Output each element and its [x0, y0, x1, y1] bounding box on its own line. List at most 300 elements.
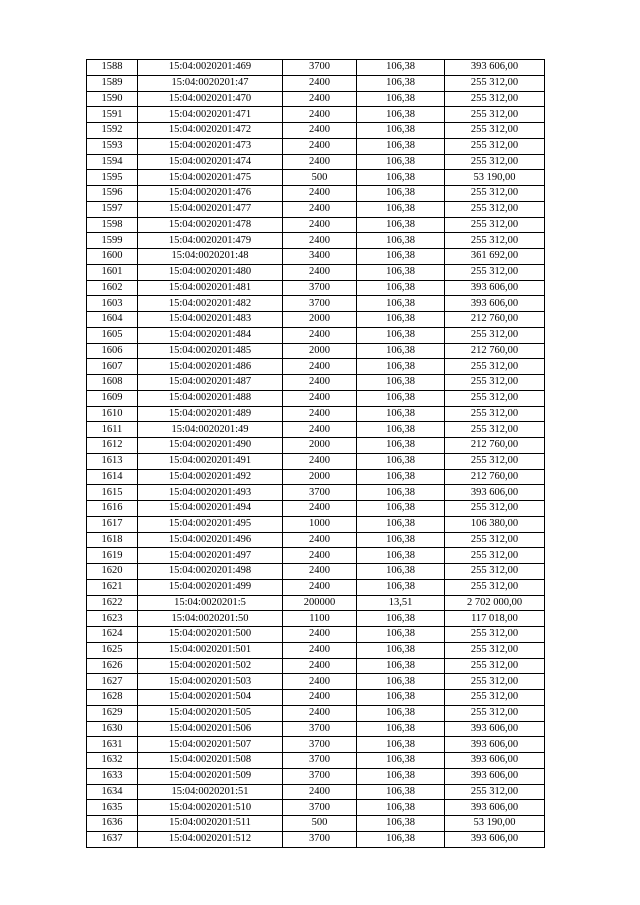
- area-cell: 2000: [283, 343, 357, 359]
- area-cell: 1000: [283, 516, 357, 532]
- cadastral-number-cell: 15:04:0020201:501: [138, 642, 283, 658]
- table-row: [87, 595, 545, 611]
- row-number-cell: 1633: [87, 768, 138, 784]
- table-row: [87, 564, 545, 580]
- cadastral-number-cell: 15:04:0020201:47: [138, 75, 283, 91]
- rate-cell: 106,38: [357, 784, 445, 800]
- area-cell: 2400: [283, 186, 357, 202]
- value-cell: 255 312,00: [445, 705, 545, 721]
- cadastral-number-cell: 15:04:0020201:488: [138, 390, 283, 406]
- row-number-cell: 1619: [87, 548, 138, 564]
- cadastral-number-cell: 15:04:0020201:499: [138, 579, 283, 595]
- cadastral-number-cell: 15:04:0020201:510: [138, 800, 283, 816]
- table-row: [87, 674, 545, 690]
- row-number-cell: 1616: [87, 501, 138, 517]
- row-number-cell: 1588: [87, 60, 138, 76]
- area-cell: 500: [283, 170, 357, 186]
- cadastral-number-cell: 15:04:0020201:493: [138, 485, 283, 501]
- area-cell: 3400: [283, 249, 357, 265]
- area-cell: 2400: [283, 453, 357, 469]
- rate-cell: 106,38: [357, 375, 445, 391]
- value-cell: 393 606,00: [445, 296, 545, 312]
- area-cell: 3700: [283, 753, 357, 769]
- row-number-cell: 1622: [87, 595, 138, 611]
- value-cell: 255 312,00: [445, 658, 545, 674]
- value-cell: 255 312,00: [445, 627, 545, 643]
- row-number-cell: 1614: [87, 469, 138, 485]
- cadastral-number-cell: 15:04:0020201:491: [138, 453, 283, 469]
- rate-cell: 106,38: [357, 154, 445, 170]
- row-number-cell: 1611: [87, 422, 138, 438]
- rate-cell: 106,38: [357, 60, 445, 76]
- row-number-cell: 1609: [87, 390, 138, 406]
- cadastral-number-cell: 15:04:0020201:481: [138, 280, 283, 296]
- rate-cell: 106,38: [357, 690, 445, 706]
- value-cell: 212 760,00: [445, 312, 545, 328]
- table-row: [87, 233, 545, 249]
- cadastral-number-cell: 15:04:0020201:469: [138, 60, 283, 76]
- rate-cell: 106,38: [357, 138, 445, 154]
- table-row: [87, 501, 545, 517]
- rate-cell: 106,38: [357, 343, 445, 359]
- row-number-cell: 1630: [87, 721, 138, 737]
- row-number-cell: 1613: [87, 453, 138, 469]
- rate-cell: 106,38: [357, 816, 445, 832]
- value-cell: 393 606,00: [445, 721, 545, 737]
- row-number-cell: 1627: [87, 674, 138, 690]
- rate-cell: 106,38: [357, 280, 445, 296]
- rate-cell: 106,38: [357, 438, 445, 454]
- cadastral-number-cell: 15:04:0020201:506: [138, 721, 283, 737]
- cadastral-number-cell: 15:04:0020201:473: [138, 138, 283, 154]
- value-cell: 255 312,00: [445, 784, 545, 800]
- rate-cell: 106,38: [357, 264, 445, 280]
- area-cell: 2400: [283, 154, 357, 170]
- area-cell: 2400: [283, 564, 357, 580]
- value-cell: 255 312,00: [445, 453, 545, 469]
- value-cell: 106 380,00: [445, 516, 545, 532]
- area-cell: 2400: [283, 532, 357, 548]
- table-row: [87, 343, 545, 359]
- table-row: [87, 800, 545, 816]
- table-row: [87, 406, 545, 422]
- area-cell: 2400: [283, 233, 357, 249]
- value-cell: 255 312,00: [445, 375, 545, 391]
- value-cell: 255 312,00: [445, 123, 545, 139]
- cadastral-number-cell: 15:04:0020201:504: [138, 690, 283, 706]
- area-cell: 3700: [283, 768, 357, 784]
- area-cell: 2400: [283, 705, 357, 721]
- rate-cell: 106,38: [357, 737, 445, 753]
- table-row: [87, 312, 545, 328]
- row-number-cell: 1632: [87, 753, 138, 769]
- cadastral-number-cell: 15:04:0020201:489: [138, 406, 283, 422]
- value-cell: 255 312,00: [445, 107, 545, 123]
- table-row: [87, 753, 545, 769]
- rate-cell: 106,38: [357, 217, 445, 233]
- rate-cell: 106,38: [357, 831, 445, 847]
- rate-cell: 106,38: [357, 296, 445, 312]
- value-cell: 53 190,00: [445, 816, 545, 832]
- area-cell: 2400: [283, 390, 357, 406]
- value-cell: 255 312,00: [445, 75, 545, 91]
- table-row: [87, 768, 545, 784]
- area-cell: 2400: [283, 784, 357, 800]
- value-cell: 255 312,00: [445, 91, 545, 107]
- table-row: [87, 60, 545, 76]
- rate-cell: 106,38: [357, 75, 445, 91]
- value-cell: 255 312,00: [445, 264, 545, 280]
- row-number-cell: 1631: [87, 737, 138, 753]
- value-cell: 393 606,00: [445, 768, 545, 784]
- rate-cell: 13,51: [357, 595, 445, 611]
- table-row: [87, 422, 545, 438]
- table-row: [87, 532, 545, 548]
- table-body: [87, 60, 545, 848]
- value-cell: 255 312,00: [445, 548, 545, 564]
- area-cell: 2400: [283, 642, 357, 658]
- cadastral-number-cell: 15:04:0020201:509: [138, 768, 283, 784]
- land-registry-table: [86, 59, 545, 848]
- table-row: [87, 784, 545, 800]
- cadastral-number-cell: 15:04:0020201:484: [138, 327, 283, 343]
- table-row: [87, 296, 545, 312]
- table-row: [87, 264, 545, 280]
- area-cell: 2000: [283, 312, 357, 328]
- value-cell: 393 606,00: [445, 485, 545, 501]
- cadastral-number-cell: 15:04:0020201:474: [138, 154, 283, 170]
- row-number-cell: 1623: [87, 611, 138, 627]
- row-number-cell: 1605: [87, 327, 138, 343]
- rate-cell: 106,38: [357, 201, 445, 217]
- row-number-cell: 1604: [87, 312, 138, 328]
- value-cell: 393 606,00: [445, 800, 545, 816]
- area-cell: 3700: [283, 280, 357, 296]
- rate-cell: 106,38: [357, 249, 445, 265]
- area-cell: 2400: [283, 674, 357, 690]
- row-number-cell: 1610: [87, 406, 138, 422]
- table-row: [87, 75, 545, 91]
- cadastral-number-cell: 15:04:0020201:480: [138, 264, 283, 280]
- value-cell: 393 606,00: [445, 280, 545, 296]
- table-row: [87, 611, 545, 627]
- value-cell: 255 312,00: [445, 359, 545, 375]
- table-row: [87, 91, 545, 107]
- cadastral-number-cell: 15:04:0020201:511: [138, 816, 283, 832]
- area-cell: 200000: [283, 595, 357, 611]
- row-number-cell: 1601: [87, 264, 138, 280]
- row-number-cell: 1593: [87, 138, 138, 154]
- value-cell: 255 312,00: [445, 390, 545, 406]
- row-number-cell: 1597: [87, 201, 138, 217]
- table-row: [87, 469, 545, 485]
- table-row: [87, 375, 545, 391]
- row-number-cell: 1621: [87, 579, 138, 595]
- value-cell: 255 312,00: [445, 690, 545, 706]
- rate-cell: 106,38: [357, 107, 445, 123]
- row-number-cell: 1636: [87, 816, 138, 832]
- area-cell: 2400: [283, 264, 357, 280]
- value-cell: 212 760,00: [445, 438, 545, 454]
- row-number-cell: 1637: [87, 831, 138, 847]
- table-row: [87, 485, 545, 501]
- area-cell: 2400: [283, 406, 357, 422]
- area-cell: 2400: [283, 690, 357, 706]
- row-number-cell: 1596: [87, 186, 138, 202]
- area-cell: 3700: [283, 721, 357, 737]
- rate-cell: 106,38: [357, 422, 445, 438]
- area-cell: 2400: [283, 548, 357, 564]
- value-cell: 212 760,00: [445, 469, 545, 485]
- table-row: [87, 516, 545, 532]
- value-cell: 255 312,00: [445, 579, 545, 595]
- table-row: [87, 627, 545, 643]
- area-cell: 2000: [283, 469, 357, 485]
- area-cell: 2400: [283, 359, 357, 375]
- cadastral-number-cell: 15:04:0020201:479: [138, 233, 283, 249]
- cadastral-number-cell: 15:04:0020201:498: [138, 564, 283, 580]
- row-number-cell: 1626: [87, 658, 138, 674]
- cadastral-number-cell: 15:04:0020201:507: [138, 737, 283, 753]
- table-row: [87, 642, 545, 658]
- value-cell: 255 312,00: [445, 642, 545, 658]
- value-cell: 212 760,00: [445, 343, 545, 359]
- table-row: [87, 658, 545, 674]
- area-cell: 2000: [283, 438, 357, 454]
- value-cell: 393 606,00: [445, 60, 545, 76]
- table-row: [87, 107, 545, 123]
- rate-cell: 106,38: [357, 516, 445, 532]
- cadastral-number-cell: 15:04:0020201:49: [138, 422, 283, 438]
- rate-cell: 106,38: [357, 658, 445, 674]
- area-cell: 500: [283, 816, 357, 832]
- cadastral-number-cell: 15:04:0020201:482: [138, 296, 283, 312]
- value-cell: 255 312,00: [445, 186, 545, 202]
- cadastral-number-cell: 15:04:0020201:490: [138, 438, 283, 454]
- value-cell: 255 312,00: [445, 564, 545, 580]
- value-cell: 255 312,00: [445, 422, 545, 438]
- rate-cell: 106,38: [357, 123, 445, 139]
- cadastral-number-cell: 15:04:0020201:475: [138, 170, 283, 186]
- value-cell: 2 702 000,00: [445, 595, 545, 611]
- row-number-cell: 1612: [87, 438, 138, 454]
- rate-cell: 106,38: [357, 532, 445, 548]
- cadastral-number-cell: 15:04:0020201:496: [138, 532, 283, 548]
- value-cell: 117 018,00: [445, 611, 545, 627]
- area-cell: 2400: [283, 375, 357, 391]
- table-row: [87, 390, 545, 406]
- rate-cell: 106,38: [357, 312, 445, 328]
- table-row: [87, 123, 545, 139]
- rate-cell: 106,38: [357, 564, 445, 580]
- value-cell: 255 312,00: [445, 138, 545, 154]
- area-cell: 2400: [283, 107, 357, 123]
- value-cell: 255 312,00: [445, 532, 545, 548]
- table-row: [87, 170, 545, 186]
- row-number-cell: 1606: [87, 343, 138, 359]
- area-cell: 3700: [283, 296, 357, 312]
- area-cell: 3700: [283, 737, 357, 753]
- area-cell: 3700: [283, 800, 357, 816]
- cadastral-number-cell: 15:04:0020201:485: [138, 343, 283, 359]
- table-row: [87, 359, 545, 375]
- area-cell: 2400: [283, 658, 357, 674]
- value-cell: 255 312,00: [445, 406, 545, 422]
- cadastral-number-cell: 15:04:0020201:470: [138, 91, 283, 107]
- rate-cell: 106,38: [357, 359, 445, 375]
- row-number-cell: 1629: [87, 705, 138, 721]
- cadastral-number-cell: 15:04:0020201:50: [138, 611, 283, 627]
- area-cell: 2400: [283, 422, 357, 438]
- rate-cell: 106,38: [357, 91, 445, 107]
- table-row: [87, 721, 545, 737]
- row-number-cell: 1591: [87, 107, 138, 123]
- table-row: [87, 816, 545, 832]
- table-row: [87, 579, 545, 595]
- row-number-cell: 1620: [87, 564, 138, 580]
- rate-cell: 106,38: [357, 800, 445, 816]
- row-number-cell: 1602: [87, 280, 138, 296]
- area-cell: 1100: [283, 611, 357, 627]
- value-cell: 255 312,00: [445, 233, 545, 249]
- area-cell: 3700: [283, 485, 357, 501]
- cadastral-number-cell: 15:04:0020201:505: [138, 705, 283, 721]
- row-number-cell: 1589: [87, 75, 138, 91]
- table-row: [87, 280, 545, 296]
- rate-cell: 106,38: [357, 611, 445, 627]
- cadastral-number-cell: 15:04:0020201:486: [138, 359, 283, 375]
- row-number-cell: 1603: [87, 296, 138, 312]
- row-number-cell: 1635: [87, 800, 138, 816]
- cadastral-number-cell: 15:04:0020201:512: [138, 831, 283, 847]
- area-cell: 3700: [283, 831, 357, 847]
- cadastral-number-cell: 15:04:0020201:508: [138, 753, 283, 769]
- area-cell: 3700: [283, 60, 357, 76]
- row-number-cell: 1595: [87, 170, 138, 186]
- row-number-cell: 1628: [87, 690, 138, 706]
- cadastral-number-cell: 15:04:0020201:500: [138, 627, 283, 643]
- table-row: [87, 249, 545, 265]
- cadastral-number-cell: 15:04:0020201:478: [138, 217, 283, 233]
- cadastral-number-cell: 15:04:0020201:5: [138, 595, 283, 611]
- value-cell: 393 606,00: [445, 831, 545, 847]
- value-cell: 255 312,00: [445, 201, 545, 217]
- rate-cell: 106,38: [357, 579, 445, 595]
- table-row: [87, 831, 545, 847]
- area-cell: 2400: [283, 123, 357, 139]
- rate-cell: 106,38: [357, 469, 445, 485]
- area-cell: 2400: [283, 327, 357, 343]
- row-number-cell: 1590: [87, 91, 138, 107]
- cadastral-number-cell: 15:04:0020201:477: [138, 201, 283, 217]
- area-cell: 2400: [283, 138, 357, 154]
- table-row: [87, 438, 545, 454]
- rate-cell: 106,38: [357, 485, 445, 501]
- rate-cell: 106,38: [357, 233, 445, 249]
- row-number-cell: 1600: [87, 249, 138, 265]
- rate-cell: 106,38: [357, 453, 445, 469]
- rate-cell: 106,38: [357, 390, 445, 406]
- area-cell: 2400: [283, 217, 357, 233]
- row-number-cell: 1607: [87, 359, 138, 375]
- cadastral-number-cell: 15:04:0020201:483: [138, 312, 283, 328]
- table-row: [87, 327, 545, 343]
- rate-cell: 106,38: [357, 501, 445, 517]
- value-cell: 53 190,00: [445, 170, 545, 186]
- row-number-cell: 1608: [87, 375, 138, 391]
- table-row: [87, 217, 545, 233]
- value-cell: 393 606,00: [445, 753, 545, 769]
- value-cell: 361 692,00: [445, 249, 545, 265]
- area-cell: 2400: [283, 501, 357, 517]
- table-row: [87, 453, 545, 469]
- area-cell: 2400: [283, 627, 357, 643]
- value-cell: 255 312,00: [445, 501, 545, 517]
- table-row: [87, 690, 545, 706]
- row-number-cell: 1615: [87, 485, 138, 501]
- row-number-cell: 1592: [87, 123, 138, 139]
- rate-cell: 106,38: [357, 753, 445, 769]
- table-row: [87, 737, 545, 753]
- value-cell: 255 312,00: [445, 154, 545, 170]
- area-cell: 2400: [283, 579, 357, 595]
- table-row: [87, 186, 545, 202]
- cadastral-number-cell: 15:04:0020201:472: [138, 123, 283, 139]
- rate-cell: 106,38: [357, 642, 445, 658]
- table-row: [87, 201, 545, 217]
- rate-cell: 106,38: [357, 406, 445, 422]
- cadastral-number-cell: 15:04:0020201:48: [138, 249, 283, 265]
- cadastral-number-cell: 15:04:0020201:476: [138, 186, 283, 202]
- rate-cell: 106,38: [357, 548, 445, 564]
- cadastral-number-cell: 15:04:0020201:494: [138, 501, 283, 517]
- rate-cell: 106,38: [357, 768, 445, 784]
- row-number-cell: 1618: [87, 532, 138, 548]
- table-row: [87, 548, 545, 564]
- cadastral-number-cell: 15:04:0020201:487: [138, 375, 283, 391]
- value-cell: 393 606,00: [445, 737, 545, 753]
- rate-cell: 106,38: [357, 170, 445, 186]
- rate-cell: 106,38: [357, 327, 445, 343]
- row-number-cell: 1624: [87, 627, 138, 643]
- cadastral-number-cell: 15:04:0020201:492: [138, 469, 283, 485]
- row-number-cell: 1625: [87, 642, 138, 658]
- cadastral-number-cell: 15:04:0020201:495: [138, 516, 283, 532]
- cadastral-number-cell: 15:04:0020201:502: [138, 658, 283, 674]
- value-cell: 255 312,00: [445, 674, 545, 690]
- area-cell: 2400: [283, 201, 357, 217]
- table-row: [87, 138, 545, 154]
- row-number-cell: 1594: [87, 154, 138, 170]
- value-cell: 255 312,00: [445, 327, 545, 343]
- rate-cell: 106,38: [357, 705, 445, 721]
- row-number-cell: 1617: [87, 516, 138, 532]
- rate-cell: 106,38: [357, 186, 445, 202]
- rate-cell: 106,38: [357, 721, 445, 737]
- cadastral-number-cell: 15:04:0020201:51: [138, 784, 283, 800]
- area-cell: 2400: [283, 75, 357, 91]
- area-cell: 2400: [283, 91, 357, 107]
- row-number-cell: 1634: [87, 784, 138, 800]
- cadastral-number-cell: 15:04:0020201:503: [138, 674, 283, 690]
- rate-cell: 106,38: [357, 674, 445, 690]
- table-row: [87, 705, 545, 721]
- rate-cell: 106,38: [357, 627, 445, 643]
- row-number-cell: 1599: [87, 233, 138, 249]
- row-number-cell: 1598: [87, 217, 138, 233]
- table-row: [87, 154, 545, 170]
- cadastral-number-cell: 15:04:0020201:471: [138, 107, 283, 123]
